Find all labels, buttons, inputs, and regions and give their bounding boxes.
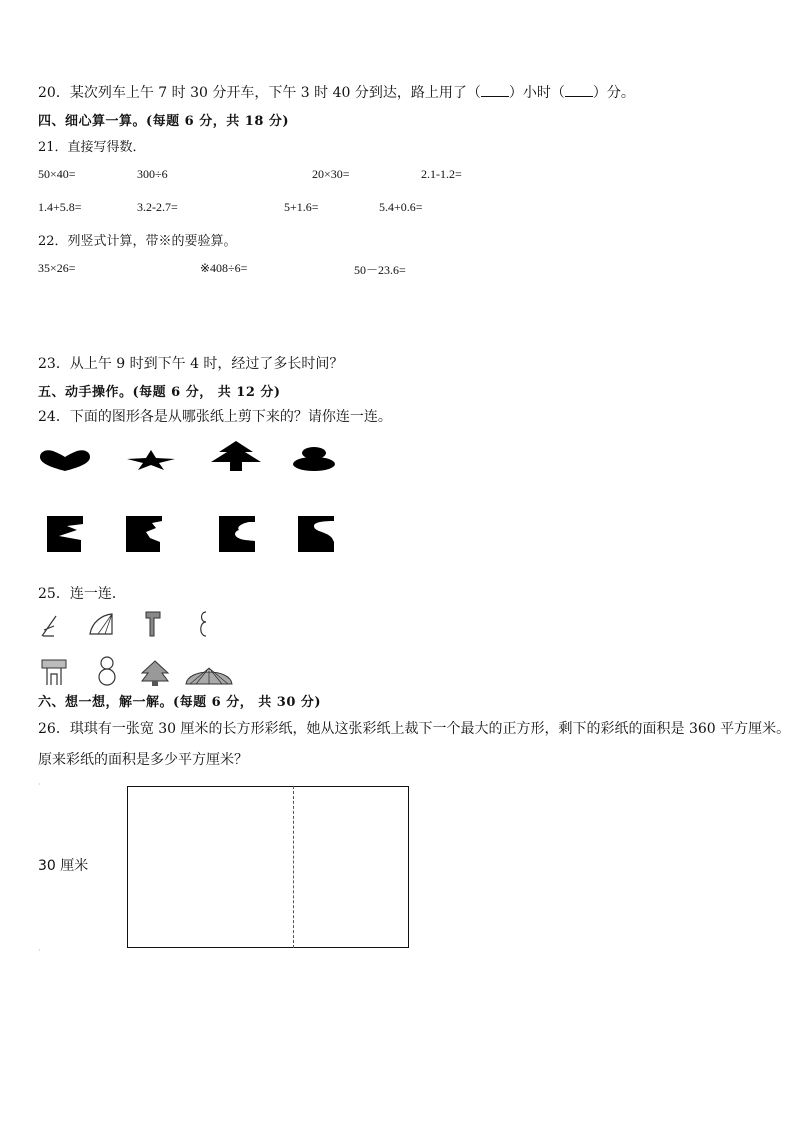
section-6-heading: 六、想一想，解一解。(每题 6 分， 共 30 分) (38, 695, 322, 710)
q21-item: 5+1.6= (284, 200, 319, 214)
q21-item: 50×40= (38, 167, 76, 181)
width-label: 30 厘米 (38, 858, 89, 874)
paper-sheet-icon[interactable] (298, 516, 334, 552)
q22-item: ※408÷6= (200, 261, 248, 275)
question-23-title: 23．从上午 9 时到下午 4 时，经过了多长时间？ (38, 356, 344, 372)
umbrella-icon[interactable] (184, 660, 234, 686)
q20-blank-minutes[interactable] (565, 83, 593, 97)
star-shape-icon[interactable] (126, 449, 176, 471)
q21-item: 5.4+0.6= (379, 200, 423, 214)
half-umbrella-icon[interactable] (88, 612, 114, 636)
paper-sheet-icon[interactable] (219, 516, 255, 552)
half-snowman-icon[interactable] (196, 610, 210, 638)
paper-sheet-icon[interactable] (126, 516, 162, 552)
tree-arrow-shape-icon[interactable] (209, 440, 263, 472)
scan-mark: · (38, 946, 41, 955)
question-26-question: 原来彩纸的面积是多少平方厘米？ (38, 752, 248, 768)
question-20 (38, 82, 635, 102)
q21-item: 1.4+5.8= (38, 200, 82, 214)
q22-item: 35×26= (38, 261, 76, 275)
square-cut-line (293, 786, 294, 948)
heart-shape-icon[interactable] (38, 448, 92, 472)
question-25-title: 25．连一连． (38, 586, 126, 602)
section-4-heading: 四、细心算一算。(每题 6 分，共 18 分) (38, 114, 290, 129)
paper-sheet-icon[interactable] (47, 516, 83, 552)
question-24-title: 24．下面的图形各是从哪张纸上剪下来的？请你连一连。 (38, 409, 392, 425)
question-22-title: 22．列竖式计算，带※的要验算。 (38, 234, 237, 249)
scan-mark: · (38, 780, 41, 789)
question-21-title: 21．直接写得数． (38, 140, 146, 155)
snowman-icon[interactable] (96, 655, 118, 687)
q20-blank-hours[interactable] (481, 83, 509, 97)
paper-rectangle (127, 786, 409, 948)
half-tree-icon[interactable] (144, 610, 162, 638)
q22-item: 50－23.6= (354, 263, 406, 277)
half-house-icon[interactable] (40, 612, 60, 638)
q21-item: 300÷6 (137, 167, 168, 181)
house-icon[interactable] (40, 656, 68, 686)
q20-text-1: 20．某次列车上午 7 时 30 分开车，下午 3 时 40 分到达，路上用了（ (38, 85, 481, 101)
q21-item: 3.2-2.7= (137, 200, 178, 214)
q21-item: 2.1-1.2= (421, 167, 462, 181)
tree-icon[interactable] (140, 659, 170, 687)
q21-item: 20×30= (312, 167, 350, 181)
q20-text-2: ）小时（ (508, 85, 565, 101)
q20-text-3: ）分。 (592, 85, 635, 101)
question-26-text: 26．琪琪有一张宽 30 厘米的长方形彩纸，她从这张彩纸上裁下一个最大的正方形，剩下的彩纸的面积是 360 平方厘米。 (38, 721, 791, 737)
section-5-heading: 五、动手操作。(每题 6 分， 共 12 分) (38, 385, 281, 400)
snowman-shape-icon[interactable] (291, 446, 337, 472)
